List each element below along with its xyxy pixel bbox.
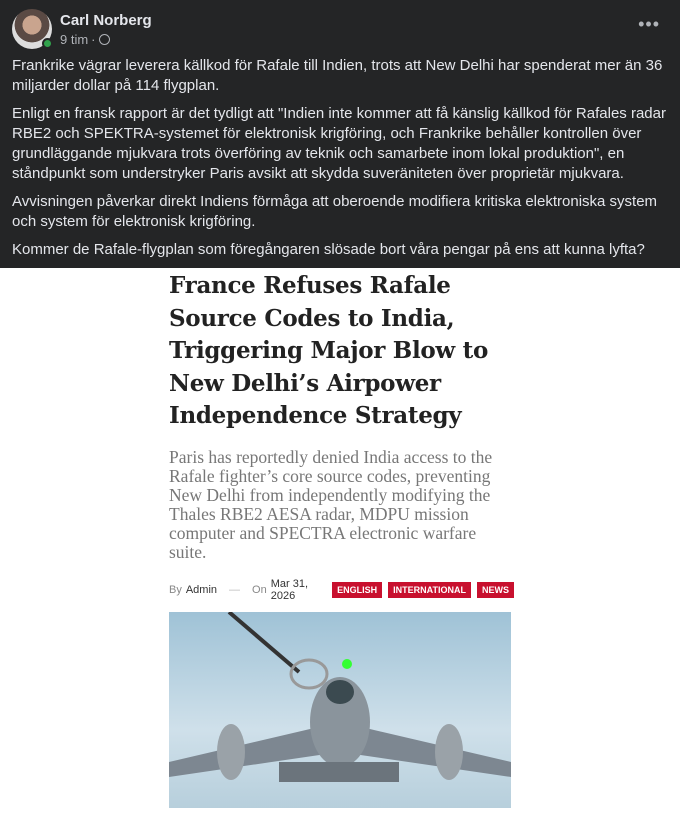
by-label: By bbox=[169, 583, 182, 596]
byline-dash: — bbox=[229, 583, 241, 596]
article-date: Mar 31, 2026 bbox=[270, 577, 309, 602]
article-image-rafale-jet[interactable] bbox=[169, 612, 511, 808]
post-paragraph: Kommer de Rafale-flygplan som föregångaren slösade bort våra pengar på ens att kunna lyfta? bbox=[12, 241, 645, 258]
author-name[interactable]: Carl Norberg bbox=[60, 11, 152, 29]
jet-illustration bbox=[169, 612, 511, 808]
on-label: On bbox=[252, 583, 267, 596]
tag-news[interactable]: NEWS bbox=[477, 582, 514, 598]
online-status-icon bbox=[42, 38, 53, 49]
globe-icon bbox=[99, 34, 110, 45]
post-paragraph: Avvisningen påverkar direkt Indiens förmåga att oberoende modifiera kritiska elektroniska system och system för elektronisk krigföring. bbox=[12, 193, 658, 230]
separator: · bbox=[91, 31, 96, 47]
facebook-post bbox=[0, 0, 680, 268]
shared-article[interactable] bbox=[169, 270, 514, 602]
avatar[interactable] bbox=[12, 9, 52, 49]
article-author[interactable]: Admin bbox=[185, 583, 218, 596]
post-paragraph: Enligt en fransk rapport är det tydligt att "Indien inte kommer att få känslig källkod för Rafales radar RBE2 och SPEKTRA-systemet för elektronisk krigföring, och Frankrike behåller kontrollen över grundläggande mjukvara trots överföring av teknik och samarbete inom lokal produktion", en ståndpunkt som understryker Paris avsikt att skydda suveräniteten över proprietär mjukvara. bbox=[12, 105, 666, 182]
more-options-icon[interactable]: ••• bbox=[638, 14, 660, 34]
post-paragraph: Frankrike vägrar leverera källkod för Rafale till Indien, trots att New Delhi har spenderat mer än 36 miljarder dollar på 114 flygplan. bbox=[12, 57, 663, 94]
tag-english[interactable]: ENGLISH bbox=[332, 582, 382, 598]
post-time[interactable]: 9 tim bbox=[60, 31, 89, 47]
article-subtitle: Paris has reportedly denied India access to the Rafale fighter’s core source codes, preventing New Delhi from independently modifying the Thales RBE2 AESA radar, MDPU mission computer and SPECTRA electronic warfare suite. bbox=[169, 446, 493, 562]
byline bbox=[169, 578, 514, 602]
tag-international[interactable]: INTERNATIONAL bbox=[388, 582, 471, 598]
article-title[interactable]: France Refuses Rafale Source Codes to India, Triggering Major Blow to New Delhi’s Airpower Independence Strategy bbox=[169, 272, 489, 429]
post-text bbox=[12, 56, 668, 260]
